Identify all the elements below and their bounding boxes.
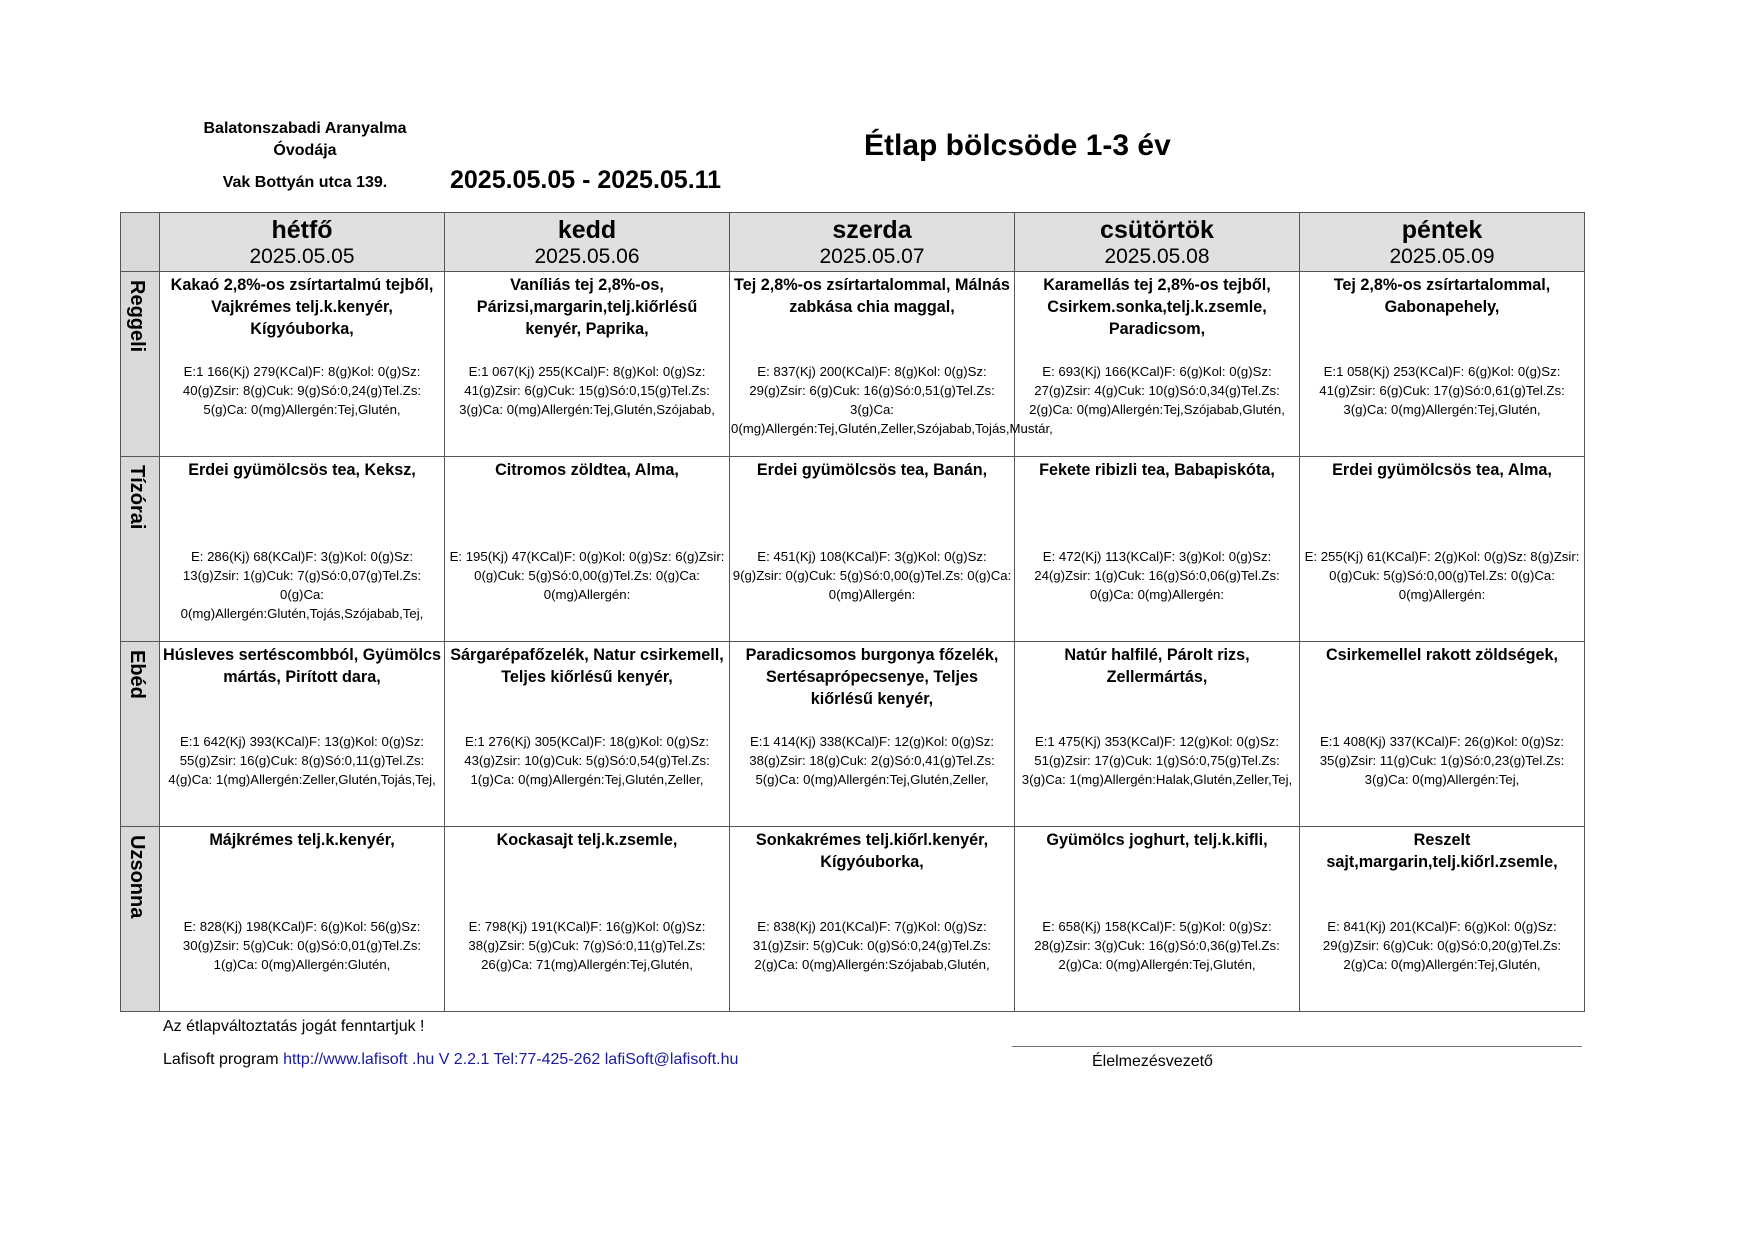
menu-table <box>120 212 1585 1012</box>
program-footer <box>163 1051 738 1069</box>
nutrition-text: E: 195(Kj) 47(KCal)F: 0(g)Kol: 0(g)Sz: 6(g)Zsir: 0(g)Cuk: 5(g)Só:0,00(g)Tel.Zs: 0(g)Ca: 0(mg)Allergén: <box>449 549 725 602</box>
signature-line <box>1012 1046 1582 1047</box>
menu-cell <box>730 642 1015 827</box>
nutrition-text: E: 798(Kj) 191(KCal)F: 16(g)Kol: 0(g)Sz: 38(g)Zsir: 5(g)Cuk: 7(g)Só:0,11(g)Tel.Zs: 26(g)Ca: 71(mg)Allergén:Tej,Glutén, <box>468 919 706 972</box>
menu-cell <box>730 827 1015 1012</box>
nutrition-text: E: 828(Kj) 198(KCal)F: 6(g)Kol: 56(g)Sz: 30(g)Zsir: 5(g)Cuk: 0(g)Só:0,01(g)Tel.Zs: 1(g)Ca: 0(mg)Allergén:Glutén, <box>182 919 422 972</box>
day-name: péntek <box>1401 216 1483 244</box>
menu-cell <box>1015 827 1300 1012</box>
nutrition-text: E: 693(Kj) 166(KCal)F: 6(g)Kol: 0(g)Sz: 27(g)Zsir: 4(g)Cuk: 10(g)Só:0,34(g)Tel.Zs: 2(g)Ca: 0(mg)Allergén:Tej,Szójabab,Glutén, <box>1029 364 1285 417</box>
dish-text: Vaníliás tej 2,8%-os, Párizsi,margarin,telj.kiőrlésű kenyér, Paprika, <box>476 276 698 338</box>
page-title: Étlap bölcsöde 1-3 év <box>864 129 1171 162</box>
dish-text: Natúr halfilé, Párolt rizs, Zellermártás, <box>1064 646 1250 686</box>
menu-cell <box>445 642 730 827</box>
dish-text: Sonkakrémes telj.kiőrl.kenyér, Kígyóuborka, <box>755 831 989 871</box>
nutrition-text: E: 838(Kj) 201(KCal)F: 7(g)Kol: 0(g)Sz: 31(g)Zsir: 5(g)Cuk: 0(g)Só:0,24(g)Tel.Zs: 2(g)Ca: 0(mg)Allergén:Szójabab,Glutén, <box>752 919 992 972</box>
day-header-monday <box>160 213 445 272</box>
nutrition-text: E: 837(Kj) 200(KCal)F: 8(g)Kol: 0(g)Sz: 29(g)Zsir: 6(g)Cuk: 16(g)Só:0,51(g)Tel.Zs: 3(g)Ca: 0(mg)Allergén:Tej,Glutén,Zeller,Szójabab,Tojás,Mustár, <box>731 364 1053 436</box>
menu-cell <box>160 457 445 642</box>
dish-text: Kockasajt telj.k.zsemle, <box>496 831 678 849</box>
nutrition-text: E:1 058(Kj) 253(KCal)F: 6(g)Kol: 0(g)Sz: 41(g)Zsir: 6(g)Cuk: 17(g)Só:0,61(g)Tel.Zs: 3(g)Ca: 0(mg)Allergén:Tej,Glutén, <box>1319 364 1565 417</box>
meal-row-lunch <box>121 642 1585 827</box>
nutrition-text: E:1 166(Kj) 279(KCal)F: 8(g)Kol: 0(g)Sz: 40(g)Zsir: 8(g)Cuk: 9(g)Só:0,24(g)Tel.Zs: 5(g)Ca: 0(mg)Allergén:Tej,Glutén, <box>182 364 422 417</box>
day-date: 2025.05.09 <box>1389 245 1495 268</box>
menu-cell <box>445 272 730 457</box>
nutrition-text: E:1 067(Kj) 255(KCal)F: 8(g)Kol: 0(g)Sz: 41(g)Zsir: 6(g)Cuk: 15(g)Só:0,15(g)Tel.Zs: 3(g)Ca: 0(mg)Allergén:Tej,Glutén,Szójabab, <box>459 364 715 417</box>
dish-text: Erdei gyümölcsös tea, Alma, <box>1332 461 1552 479</box>
dish-text: Erdei gyümölcsös tea, Banán, <box>756 461 988 479</box>
menu-cell <box>445 457 730 642</box>
menu-cell <box>160 642 445 827</box>
disclaimer-note: Az étlapváltoztatás jogát fenntartjuk ! <box>163 1018 425 1035</box>
dish-text: Gyümölcs joghurt, telj.k.kifli, <box>1046 831 1268 849</box>
meal-row-morning-snack <box>121 457 1585 642</box>
nutrition-text: E:1 276(Kj) 305(KCal)F: 18(g)Kol: 0(g)Sz: 43(g)Zsir: 10(g)Cuk: 5(g)Só:0,54(g)Tel.Zs: 1(g)Ca: 0(mg)Allergén:Tej,Glutén,Zeller, <box>464 734 710 787</box>
dish-text: Húsleves sertéscombból, Gyümölcs mártás, Pirított dara, <box>163 646 441 686</box>
menu-period: 2025.05.05 - 2025.05.11 <box>450 166 722 194</box>
dish-text: Karamellás tej 2,8%-os tejből, Csirkem.sonka,telj.k.zsemle, Paradicsom, <box>1043 276 1271 338</box>
dish-text: Paradicsomos burgonya főzelék, Sertésaprópecsenye, Teljes kiőrlésű kenyér, <box>745 646 999 708</box>
meal-label-cell <box>121 642 160 827</box>
institution-address: Vak Bottyán utca 139. <box>222 174 388 191</box>
nutrition-text: E:1 475(Kj) 353(KCal)F: 12(g)Kol: 0(g)Sz: 51(g)Zsir: 17(g)Cuk: 1(g)Só:0,75(g)Tel.Zs: 3(g)Ca: 1(mg)Allergén:Halak,Glutén,Zeller,Tej, <box>1021 734 1293 787</box>
meal-label-cell <box>121 457 160 642</box>
nutrition-text: E: 255(Kj) 61(KCal)F: 2(g)Kol: 0(g)Sz: 8(g)Zsir: 0(g)Cuk: 5(g)Só:0,00(g)Tel.Zs: 0(g)Ca: 0(mg)Allergén: <box>1304 549 1580 602</box>
meal-label: Reggeli <box>126 280 148 353</box>
dish-text: Csirkemellel rakott zöldségek, <box>1325 646 1559 664</box>
institution-name-line1: Balatonszabadi Aranyalma <box>203 120 407 137</box>
day-name: csütörtök <box>1100 216 1214 244</box>
nutrition-text: E: 286(Kj) 68(KCal)F: 3(g)Kol: 0(g)Sz: 13(g)Zsir: 1(g)Cuk: 7(g)Só:0,07(g)Tel.Zs: 0(g)Ca: 0(mg)Allergén:Glutén,Tojás,Szójabab,Tej, <box>180 549 424 621</box>
dish-text: Citromos zöldtea, Alma, <box>495 461 679 479</box>
nutrition-text: E:1 642(Kj) 393(KCal)F: 13(g)Kol: 0(g)Sz: 55(g)Zsir: 16(g)Cuk: 8(g)Só:0,11(g)Tel.Zs: 4(g)Ca: 1(mg)Allergén:Zeller,Glutén,Tojás,Tej, <box>168 734 436 787</box>
dish-text: Tej 2,8%-os zsírtartalommal, Gabonapehely, <box>1333 276 1551 316</box>
day-name: hétfő <box>271 216 333 244</box>
dish-text: Sárgarépafőzelék, Natur csirkemell, Teljes kiőrlésű kenyér, <box>450 646 724 686</box>
meal-label: Ebéd <box>126 650 148 699</box>
menu-cell <box>1300 642 1585 827</box>
meal-label: Uzsonna <box>126 835 148 919</box>
day-date: 2025.05.06 <box>534 245 640 268</box>
meal-label-cell <box>121 827 160 1012</box>
meal-row-breakfast <box>121 272 1585 457</box>
meal-row-afternoon-snack <box>121 827 1585 1012</box>
institution-name <box>170 118 440 162</box>
day-header-thursday <box>1015 213 1300 272</box>
menu-cell <box>1300 827 1585 1012</box>
menu-cell <box>1015 642 1300 827</box>
dish-text: Reszelt sajt,margarin,telj.kiőrl.zsemle, <box>1326 831 1558 871</box>
meal-label-cell <box>121 272 160 457</box>
menu-cell <box>1300 272 1585 457</box>
menu-cell <box>445 827 730 1012</box>
menu-cell <box>1015 457 1300 642</box>
day-date: 2025.05.08 <box>1104 245 1210 268</box>
nutrition-text: E:1 414(Kj) 338(KCal)F: 12(g)Kol: 0(g)Sz: 38(g)Zsir: 18(g)Cuk: 2(g)Só:0,41(g)Tel.Zs: 5(g)Ca: 0(mg)Allergén:Tej,Glutén,Zeller, <box>749 734 995 787</box>
day-name: szerda <box>832 216 912 244</box>
signature-label: Élelmezésvezető <box>1092 1053 1213 1070</box>
day-name: kedd <box>557 216 617 244</box>
program-link[interactable]: http://www.lafisoft .hu V 2.2.1 Tel:77-425-262 lafiSoft@lafisoft.hu <box>283 1051 739 1068</box>
nutrition-text: E:1 408(Kj) 337(KCal)F: 26(g)Kol: 0(g)Sz: 35(g)Zsir: 11(g)Cuk: 1(g)Só:0,23(g)Tel.Zs: 3(g)Ca: 0(mg)Allergén:Tej, <box>1319 734 1565 787</box>
day-header-wednesday <box>730 213 1015 272</box>
meal-label: Tízórai <box>126 465 148 530</box>
day-header-friday <box>1300 213 1585 272</box>
day-date: 2025.05.05 <box>249 245 355 268</box>
dish-text: Fekete ribizli tea, Babapiskóta, <box>1039 461 1275 479</box>
menu-cell <box>1300 457 1585 642</box>
menu-cell <box>730 272 1053 457</box>
dish-text: Májkrémes telj.k.kenyér, <box>209 831 395 849</box>
day-date: 2025.05.07 <box>819 245 925 268</box>
dish-text: Kakaó 2,8%-os zsírtartalmú tejből, Vajkrémes telj.k.kenyér, Kígyóuborka, <box>170 276 434 338</box>
dish-text: Tej 2,8%-os zsírtartalommal, Málnás zabkása chia maggal, <box>734 276 1010 316</box>
nutrition-text: E: 451(Kj) 108(KCal)F: 3(g)Kol: 0(g)Sz: 9(g)Zsir: 0(g)Cuk: 5(g)Só:0,00(g)Tel.Zs: 0(g)Ca: 0(mg)Allergén: <box>732 549 1012 602</box>
institution-name-line2: Óvodája <box>273 142 337 159</box>
nutrition-text: E: 472(Kj) 113(KCal)F: 3(g)Kol: 0(g)Sz: 24(g)Zsir: 1(g)Cuk: 16(g)Só:0,06(g)Tel.Zs: 0(g)Ca: 0(mg)Allergén: <box>1034 549 1280 602</box>
header-corner <box>121 213 160 272</box>
program-label: Lafisoft program <box>163 1051 279 1068</box>
menu-cell <box>160 272 445 457</box>
nutrition-text: E: 658(Kj) 158(KCal)F: 5(g)Kol: 0(g)Sz: 28(g)Zsir: 3(g)Cuk: 16(g)Só:0,36(g)Tel.Zs: 2(g)Ca: 0(mg)Allergén:Tej,Glutén, <box>1034 919 1280 972</box>
day-header-tuesday <box>445 213 730 272</box>
day-header-row <box>121 213 1585 272</box>
menu-cell <box>730 457 1015 642</box>
menu-cell <box>160 827 445 1012</box>
menu-cell <box>1015 272 1300 457</box>
dish-text: Erdei gyümölcsös tea, Keksz, <box>188 461 416 479</box>
nutrition-text: E: 841(Kj) 201(KCal)F: 6(g)Kol: 0(g)Sz: 29(g)Zsir: 6(g)Cuk: 0(g)Só:0,20(g)Tel.Zs: 2(g)Ca: 0(mg)Allergén:Tej,Glutén, <box>1322 919 1562 972</box>
